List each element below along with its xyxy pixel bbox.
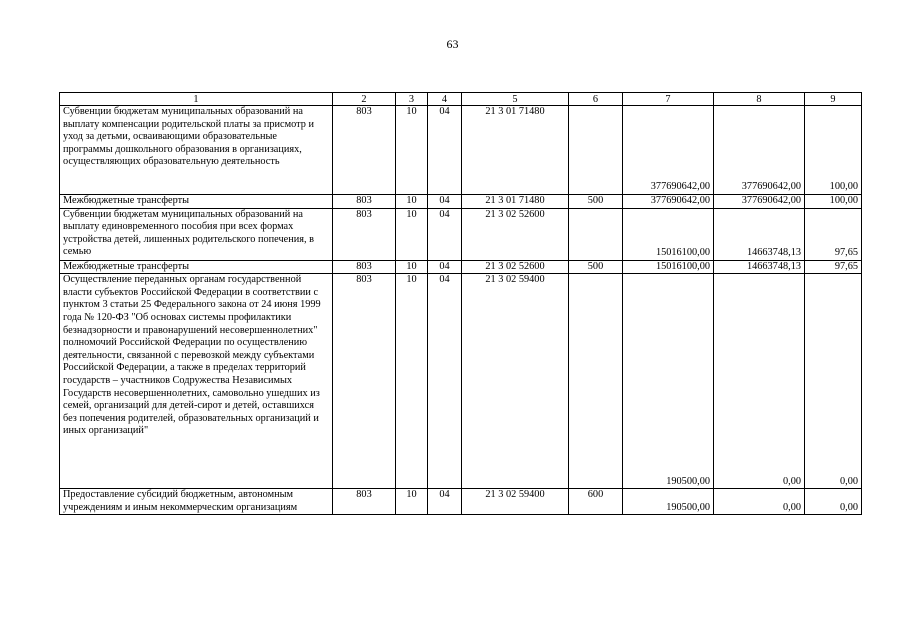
row-percent: 97,65 — [805, 260, 862, 274]
row-name: Межбюджетные трансферты — [60, 195, 333, 209]
row-plan: 377690642,00 — [623, 106, 714, 195]
row-plan: 377690642,00 — [623, 195, 714, 209]
header-cell: 4 — [428, 93, 462, 106]
row-name: Субвенции бюджетам муниципальных образований на выплату единовременного пособия при всех формах устройства детей, лишенных родительского попечения, в семью — [60, 208, 333, 260]
row-rz: 10 — [396, 208, 428, 260]
row-fact: 14663748,13 — [714, 208, 805, 260]
row-plan: 190500,00 — [623, 274, 714, 489]
table-row — [60, 208, 862, 260]
row-fact: 0,00 — [714, 489, 805, 515]
table-row — [60, 106, 862, 195]
row-vr — [569, 274, 623, 489]
row-plan: 15016100,00 — [623, 260, 714, 274]
row-percent: 100,00 — [805, 106, 862, 195]
row-csr: 21 3 02 52600 — [462, 260, 569, 274]
table-row — [60, 195, 862, 209]
row-fact: 14663748,13 — [714, 260, 805, 274]
row-gr: 803 — [333, 106, 396, 195]
table-row — [60, 260, 862, 274]
row-pr: 04 — [428, 195, 462, 209]
row-rz: 10 — [396, 274, 428, 489]
row-csr: 21 3 02 59400 — [462, 274, 569, 489]
row-gr: 803 — [333, 208, 396, 260]
header-cell: 1 — [60, 93, 333, 106]
row-csr: 21 3 01 71480 — [462, 106, 569, 195]
header-cell: 6 — [569, 93, 623, 106]
header-cell: 8 — [714, 93, 805, 106]
row-vr: 600 — [569, 489, 623, 515]
row-name: Предоставление субсидий бюджетным, автономным учреждениям и иным некоммерческим организациям — [60, 489, 333, 515]
row-name: Субвенции бюджетам муниципальных образований на выплату компенсации родительской платы за присмотр и уход за детьми, осваивающими образовательные программы дошкольного образования в организациях, осуществляющих образовательную деятельность — [60, 106, 333, 195]
row-percent: 100,00 — [805, 195, 862, 209]
row-fact: 0,00 — [714, 274, 805, 489]
row-csr: 21 3 01 71480 — [462, 195, 569, 209]
table-row — [60, 274, 862, 489]
row-vr — [569, 106, 623, 195]
row-rz: 10 — [396, 260, 428, 274]
row-csr: 21 3 02 59400 — [462, 489, 569, 515]
row-gr: 803 — [333, 489, 396, 515]
row-plan: 15016100,00 — [623, 208, 714, 260]
row-pr: 04 — [428, 274, 462, 489]
row-pr: 04 — [428, 260, 462, 274]
header-cell: 9 — [805, 93, 862, 106]
row-rz: 10 — [396, 195, 428, 209]
header-cell: 2 — [333, 93, 396, 106]
budget-table — [59, 92, 862, 515]
row-fact: 377690642,00 — [714, 195, 805, 209]
header-row — [60, 93, 862, 106]
row-rz: 10 — [396, 106, 428, 195]
row-fact: 377690642,00 — [714, 106, 805, 195]
row-percent: 0,00 — [805, 489, 862, 515]
row-vr: 500 — [569, 260, 623, 274]
header-cell: 3 — [396, 93, 428, 106]
row-percent: 0,00 — [805, 274, 862, 489]
header-cell: 5 — [462, 93, 569, 106]
row-gr: 803 — [333, 260, 396, 274]
row-vr: 500 — [569, 195, 623, 209]
row-vr — [569, 208, 623, 260]
row-gr: 803 — [333, 274, 396, 489]
row-rz: 10 — [396, 489, 428, 515]
row-pr: 04 — [428, 106, 462, 195]
row-pr: 04 — [428, 489, 462, 515]
row-gr: 803 — [333, 195, 396, 209]
table-row — [60, 489, 862, 515]
row-plan: 190500,00 — [623, 489, 714, 515]
row-percent: 97,65 — [805, 208, 862, 260]
page-number: 63 — [446, 37, 459, 51]
row-csr: 21 3 02 52600 — [462, 208, 569, 260]
row-name: Межбюджетные трансферты — [60, 260, 333, 274]
row-name: Осуществление переданных органам государственной власти субъектов Российской Федерации в соответствии с пунктом 3 статьи 25 Федерального закона от 24 июня 1999 года № 120-ФЗ "Об основах системы профилактики безнадзорности и правонарушений несовершеннолетних" полномочий Российской Федерации по осуществлению деятельности, связанной с перевозкой между субъектами Российской Федерации, а также в пределах территорий государств – участников Содружества Независимых Государств несовершеннолетних, самовольно ушедших из семей, организаций для детей-сирот и детей, оставшихся без попечения родителей, образовательных организаций и иных организаций" — [60, 274, 333, 489]
row-pr: 04 — [428, 208, 462, 260]
header-cell: 7 — [623, 93, 714, 106]
